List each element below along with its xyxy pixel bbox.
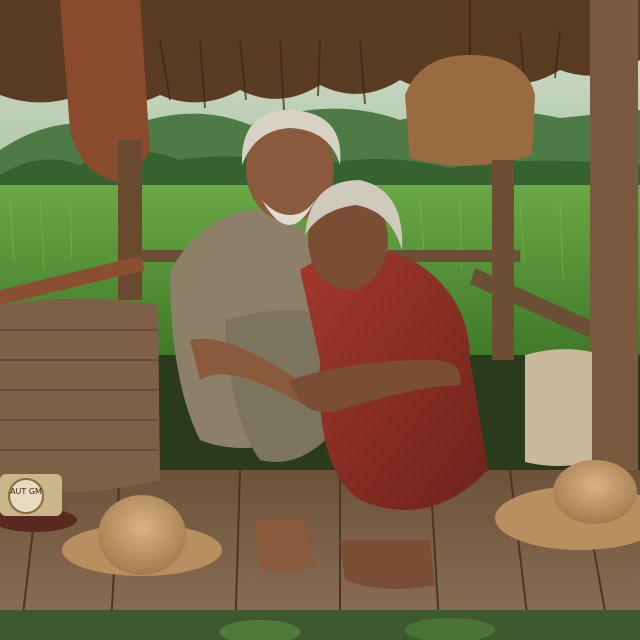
small-basket [525,349,592,466]
floor-front-edge [0,610,640,640]
woven-basket [0,299,160,493]
post-right [590,0,638,480]
hanging-bag [405,55,535,166]
post-center [118,140,142,300]
man-feet [255,520,315,571]
woman-feet [340,540,435,589]
tin-label-disc [9,479,43,513]
tin-label: AUT GM [10,487,42,496]
